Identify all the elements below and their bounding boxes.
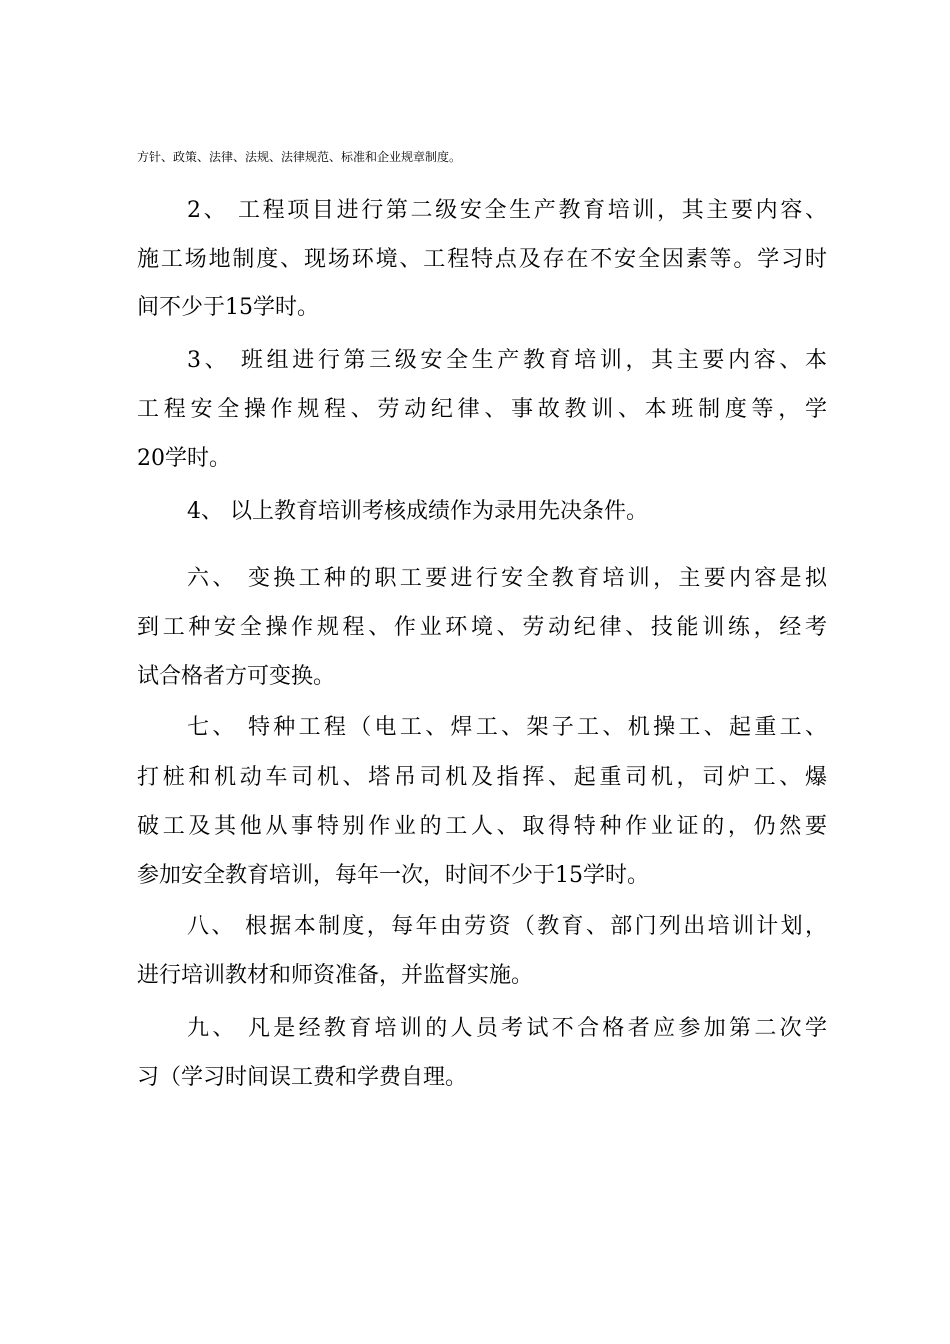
section-7-line-1: 七、 特种工程（电工、焊工、架子工、机操工、起重工、 (187, 715, 827, 740)
paragraph-3-line-3: 20学时。 (137, 446, 231, 471)
paragraph-2-line-1: 2、 工程项目进行第二级安全生产教育培训，其主要内容、 (187, 198, 827, 223)
section-6-line-3: 试合格者方可变换。 (137, 664, 336, 689)
paragraph-2-line-3: 间不少于15学时。 (137, 295, 319, 320)
section-7-line-2: 打桩和机动车司机、塔吊司机及指挥、起重司机，司炉工、爆 (137, 765, 827, 790)
paragraph-4-line-1: 4、 以上教育培训考核成绩作为录用先决条件。 (187, 499, 648, 524)
section-6-line-1: 六、 变换工种的职工要进行安全教育培训，主要内容是拟 (187, 566, 827, 591)
top-line: 方针、政策、法律、法规、法律规范、标准和企业规章制度。 (137, 150, 462, 164)
section-8-line-2: 进行培训教材和师资准备，并监督实施。 (137, 963, 534, 988)
paragraph-2-line-2: 施工场地制度、现场环境、工程特点及存在不安全因素等。学习时 (137, 247, 827, 272)
section-7-line-3: 破工及其他从事特别作业的工人、取得特种作业证的，仍然要 (137, 814, 827, 839)
section-7-line-4: 参加安全教育培训，每年一次，时间不少于15学时。 (137, 863, 649, 888)
paragraph-3-line-2: 工程安全操作规程、劳动纪律、事故教训、本班制度等，学 (137, 397, 827, 422)
section-8-line-1: 八、 根据本制度，每年由劳资（教育、部门列出培训计划， (187, 914, 827, 939)
section-9-line-2: 习（学习时间误工费和学费自理。 (137, 1065, 468, 1090)
paragraph-3-line-1: 3、 班组进行第三级安全生产教育培训，其主要内容、本 (187, 348, 827, 373)
section-6-line-2: 到工种安全操作规程、作业环境、劳动纪律、技能训练，经考 (137, 615, 827, 640)
section-9-line-1: 九、 凡是经教育培训的人员考试不合格者应参加第二次学 (187, 1016, 827, 1041)
